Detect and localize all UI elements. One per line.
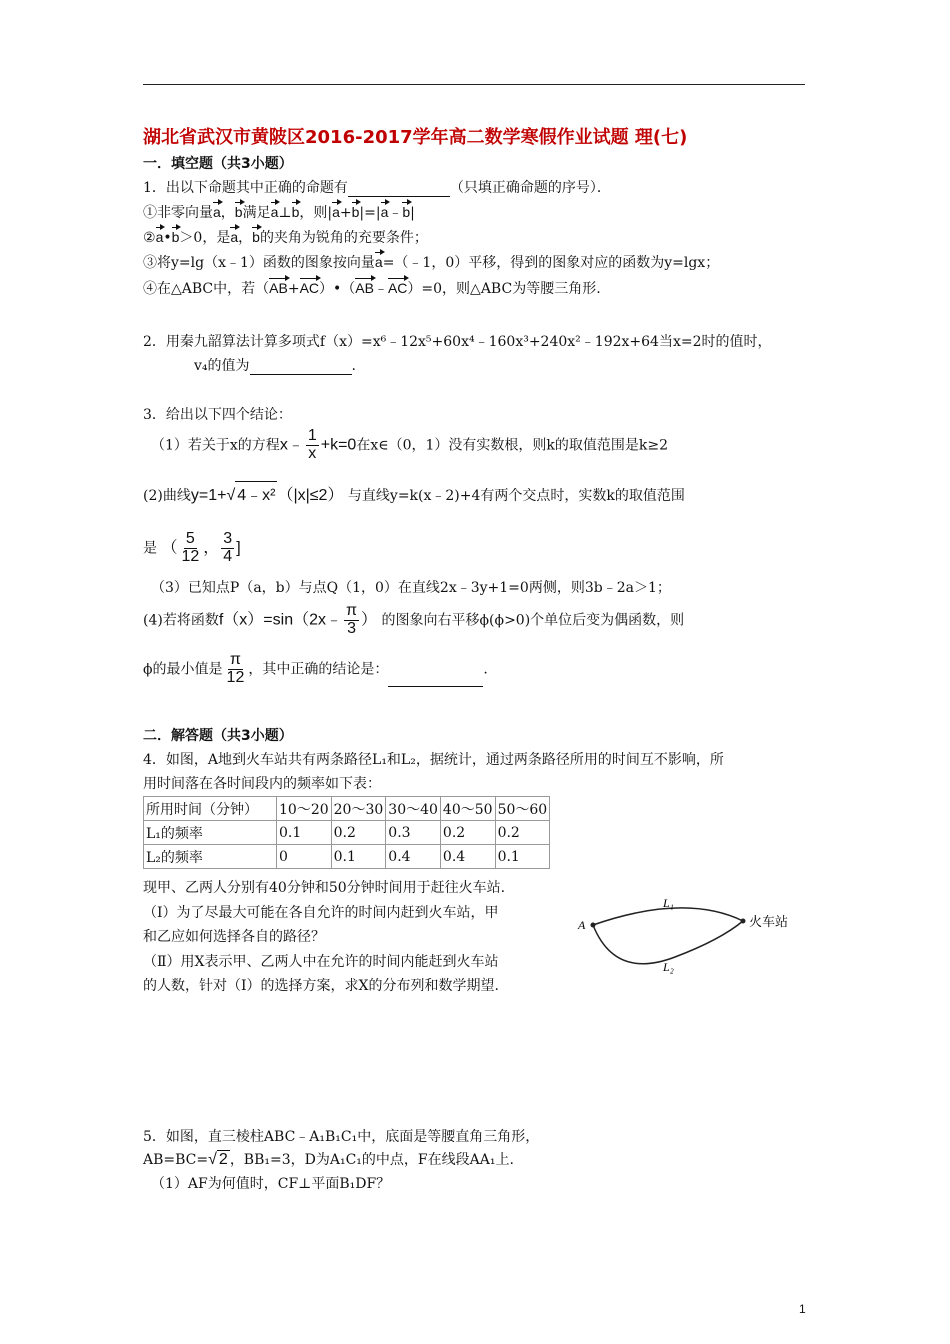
point-station <box>741 919 746 924</box>
fraction-numerator: 1 <box>307 427 317 444</box>
q1-o4-text-c: ）=0，则△ABC为等腰三角形. <box>407 281 601 297</box>
vector-a: a <box>213 204 221 220</box>
minus-symbol: ﹣ <box>373 281 388 297</box>
vector-b: b <box>402 204 411 220</box>
perp-symbol: ⊥ <box>278 205 292 221</box>
vector-b: b <box>252 229 260 245</box>
label-a: A <box>578 918 586 932</box>
q4-line6: （Ⅱ）用X表示甲、乙两人中在允许的时间内能赶到火车站 <box>143 954 499 970</box>
q4-line7: 的人数，针对（Ⅰ）的选择方案，求X的分布列和数学期望. <box>143 978 499 994</box>
vector-a: a <box>155 229 164 245</box>
q2-text: v₄的值为 <box>194 358 250 374</box>
q1-o2-text-b: ＞0，是 <box>179 230 231 246</box>
q1-o1-text: ①非零向量 <box>143 205 213 221</box>
q1-o4-text: ④在△ABC中，若（ <box>143 281 270 297</box>
sqrt-sign: √ <box>208 1151 217 1168</box>
vector-a: a <box>374 254 383 270</box>
q3-conclusion-5 <box>143 652 488 687</box>
section-heading-answer: 二．解答题（共3小题） <box>143 728 293 744</box>
table-cell: 0.1 <box>495 845 550 869</box>
table-cell: 0 <box>277 845 332 869</box>
q2-answer-blank <box>250 358 352 375</box>
q1-option-2 <box>143 227 428 247</box>
range-separator: ， <box>203 539 220 557</box>
q2-line1: 2．用秦九韶算法计算多项式f（x）=x⁶﹣12x⁵+60x⁴﹣160x³+240x²﹣192x+64当x=2时的值时， <box>143 334 772 350</box>
q3-c1-text-b: 在x∈（0，1）没有实数根，则k的取值范围是k≥2 <box>356 437 669 454</box>
q3-c5-text-b: ，其中正确的结论是： <box>248 661 389 678</box>
q4-line3: 现甲、乙两人分别有40分钟和50分钟时间用于赶往火车站. <box>143 880 506 896</box>
comma: ， <box>238 230 253 246</box>
table-cell: 0.2 <box>440 821 495 845</box>
document-title: 湖北省武汉市黄陂区2016-2017学年高二数学寒假作业试题 理(七) <box>143 127 688 148</box>
q3-c2-text-b: 与直线y=k(x﹣2)+4有两个交点时，实数k的取值范围 <box>347 488 685 504</box>
range-close: ] <box>236 539 241 557</box>
vector-b: b <box>351 204 360 220</box>
table-cell: L₂的频率 <box>144 845 277 869</box>
q2-line2 <box>194 355 356 375</box>
table-header-cell: 10～20 <box>277 797 332 821</box>
vector-b: b <box>171 229 180 245</box>
q1-stem-tail: （只填正确命题的序号）． <box>449 180 611 196</box>
q1-option-1 <box>143 202 415 222</box>
point-a <box>591 923 596 928</box>
fraction-pi-over-3 <box>344 603 359 638</box>
range-open: （ <box>161 539 178 557</box>
q3-conclusion-2 <box>143 481 685 505</box>
q3-c2-text: (2)曲线 <box>143 488 191 504</box>
path-l1 <box>593 908 743 925</box>
vector-a: a <box>332 204 340 220</box>
section-heading-fill-in: 一．填空题（共3小题） <box>143 156 293 172</box>
vector-a: a <box>380 204 389 220</box>
vector-a: a <box>270 204 279 220</box>
q1-o2-text: ② <box>143 230 156 246</box>
q5-line2 <box>143 1149 514 1169</box>
fraction-denominator: 12 <box>181 547 200 565</box>
fraction-1-over-x <box>306 428 319 463</box>
fraction-3-over-4 <box>221 531 234 566</box>
table-cell: L₁的频率 <box>144 821 277 845</box>
curve-radicand: 4﹣x² <box>235 481 277 505</box>
minus-symbol: ﹣ <box>388 205 403 221</box>
curve-equation-left: y=1+ <box>190 487 227 504</box>
table-cell: 0.4 <box>440 845 495 869</box>
vector-b: b <box>234 204 243 220</box>
q1-o3-text-b: =（﹣1，0）平移，得到的图象对应的函数为y=lgx； <box>382 255 720 271</box>
label-l2: L₂ <box>663 960 674 974</box>
vector-ab: AB <box>355 280 374 296</box>
header-rule <box>143 84 805 85</box>
vector-ab: AB <box>269 280 288 296</box>
q5-line1: 5．如图，直三棱柱ABC﹣A₁B₁C₁中，底面是等腰直角三角形， <box>143 1129 540 1145</box>
fraction-numerator: 5 <box>185 530 195 547</box>
fraction-5-over-12 <box>179 531 201 566</box>
fraction-numerator: 3 <box>223 530 233 547</box>
table-row <box>144 845 550 869</box>
sqrt-sign: √ <box>226 487 236 504</box>
table-cell: 0.1 <box>277 821 332 845</box>
q3-stem: 3．给出以下四个结论： <box>143 407 292 423</box>
comma: ， <box>220 205 235 221</box>
q3-c4-text-b: 的图象向右平移ϕ(ϕ>0)个单位后变为偶函数，则 <box>381 612 685 629</box>
label-station: 火车站 <box>749 915 789 930</box>
q3-conclusion-4 <box>143 603 684 638</box>
q5-line3: （1）AF为何值时，CF⊥平面B₁DF？ <box>151 1176 391 1192</box>
vector-ac: AC <box>299 280 320 296</box>
q5-line2-text: ，BB₁=3，D为A₁C₁的中点，F在线段AA₁上. <box>229 1152 514 1168</box>
table-header-cell: 30～40 <box>386 797 441 821</box>
q1-o1-text-c: ，则| <box>299 205 333 221</box>
q1-option-3 <box>143 252 719 272</box>
table-cell: 0.1 <box>331 845 386 869</box>
table-header-row <box>144 797 550 821</box>
plus-symbol: + <box>339 205 352 221</box>
table-header-cell: 所用时间（分钟） <box>144 797 277 821</box>
q3-c4-text: (4)若将函数 <box>143 612 219 629</box>
frequency-table <box>143 796 550 869</box>
path-l2 <box>593 921 743 964</box>
q4-line4: （Ⅰ）为了尽最大可能在各自允许的时间内赶到火车站，甲 <box>143 905 499 921</box>
q4-line1: 4．如图，A地到火车站共有两条路径L₁和L₂，据统计，通过两条路径所用的时间互不影响，所 <box>143 752 724 768</box>
fraction-numerator: π <box>229 651 241 668</box>
q1-o1-text-e: | <box>410 205 415 221</box>
q1-o3-text: ③将y=lg（x﹣1）函数的图象按向量 <box>143 255 375 271</box>
q1-option-4 <box>143 278 601 298</box>
fraction-denominator: 12 <box>226 668 245 686</box>
fraction-numerator: π <box>346 602 358 619</box>
q3-c5-tail: . <box>483 661 488 678</box>
function-left: f（x）=sin（2x﹣ <box>218 611 342 629</box>
q2-tail: . <box>351 358 356 374</box>
q3-conclusion-1 <box>151 428 668 463</box>
q4-line5: 和乙应如何选择各自的路径？ <box>143 929 325 945</box>
table-header-cell: 20～30 <box>331 797 386 821</box>
q3-conclusion-3: （3）已知点P（a，b）与点Q（1，0）在直线2x﹣3y+1=0两侧，则3b﹣2a＞1； <box>151 580 671 596</box>
equation-left: x﹣ <box>279 436 304 454</box>
table-header-cell: 40～50 <box>440 797 495 821</box>
page-number: 1 <box>799 1302 806 1316</box>
dot-symbol: • <box>163 230 172 246</box>
q1-o2-text-c: 的夹角为锐角的充要条件； <box>259 230 428 246</box>
sqrt-radicand: 2 <box>218 1151 228 1168</box>
curve-domain: （|x|≤2） <box>277 487 344 504</box>
fraction-denominator: 4 <box>223 547 233 565</box>
q1-stem <box>143 177 611 197</box>
q3-answer-blank <box>388 670 483 687</box>
q3-c1-text: （1）若关于x的方程 <box>151 437 280 454</box>
q1-o1-text-d: |=| <box>359 205 381 221</box>
vector-a: a <box>230 229 239 245</box>
fraction-pi-over-12 <box>225 652 247 687</box>
q1-o1-text-b: 满足 <box>242 205 271 221</box>
equation-right: +k=0 <box>320 436 357 454</box>
q5-ab-eq: AB=BC= <box>143 1152 209 1168</box>
table-cell: 0.3 <box>386 821 441 845</box>
table-cell: 0.4 <box>386 845 441 869</box>
route-diagram <box>575 885 805 985</box>
q1-answer-blank <box>348 180 450 197</box>
plus-symbol: + <box>287 281 300 297</box>
fraction-denominator: 3 <box>347 619 356 637</box>
vector-ac: AC <box>387 280 408 296</box>
function-right: ） <box>361 611 378 629</box>
q1-o4-text-b: ）•（ <box>319 281 356 297</box>
q3-c2-text-c: 是 <box>143 540 157 557</box>
q4-line2: 用时间落在各时间段内的频率如下表： <box>143 776 381 792</box>
label-l1: L₁ <box>663 896 674 910</box>
table-cell: 0.2 <box>495 821 550 845</box>
q3-c5-text: ϕ的最小值是 <box>143 661 223 678</box>
table-header-cell: 50～60 <box>495 797 550 821</box>
q1-stem-text: 1．出以下命题其中正确的命题有 <box>143 180 348 196</box>
q3-conclusion-2-range <box>143 531 241 566</box>
table-cell: 0.2 <box>331 821 386 845</box>
vector-b: b <box>291 204 300 220</box>
table-row <box>144 821 550 845</box>
fraction-denominator: x <box>308 444 317 462</box>
